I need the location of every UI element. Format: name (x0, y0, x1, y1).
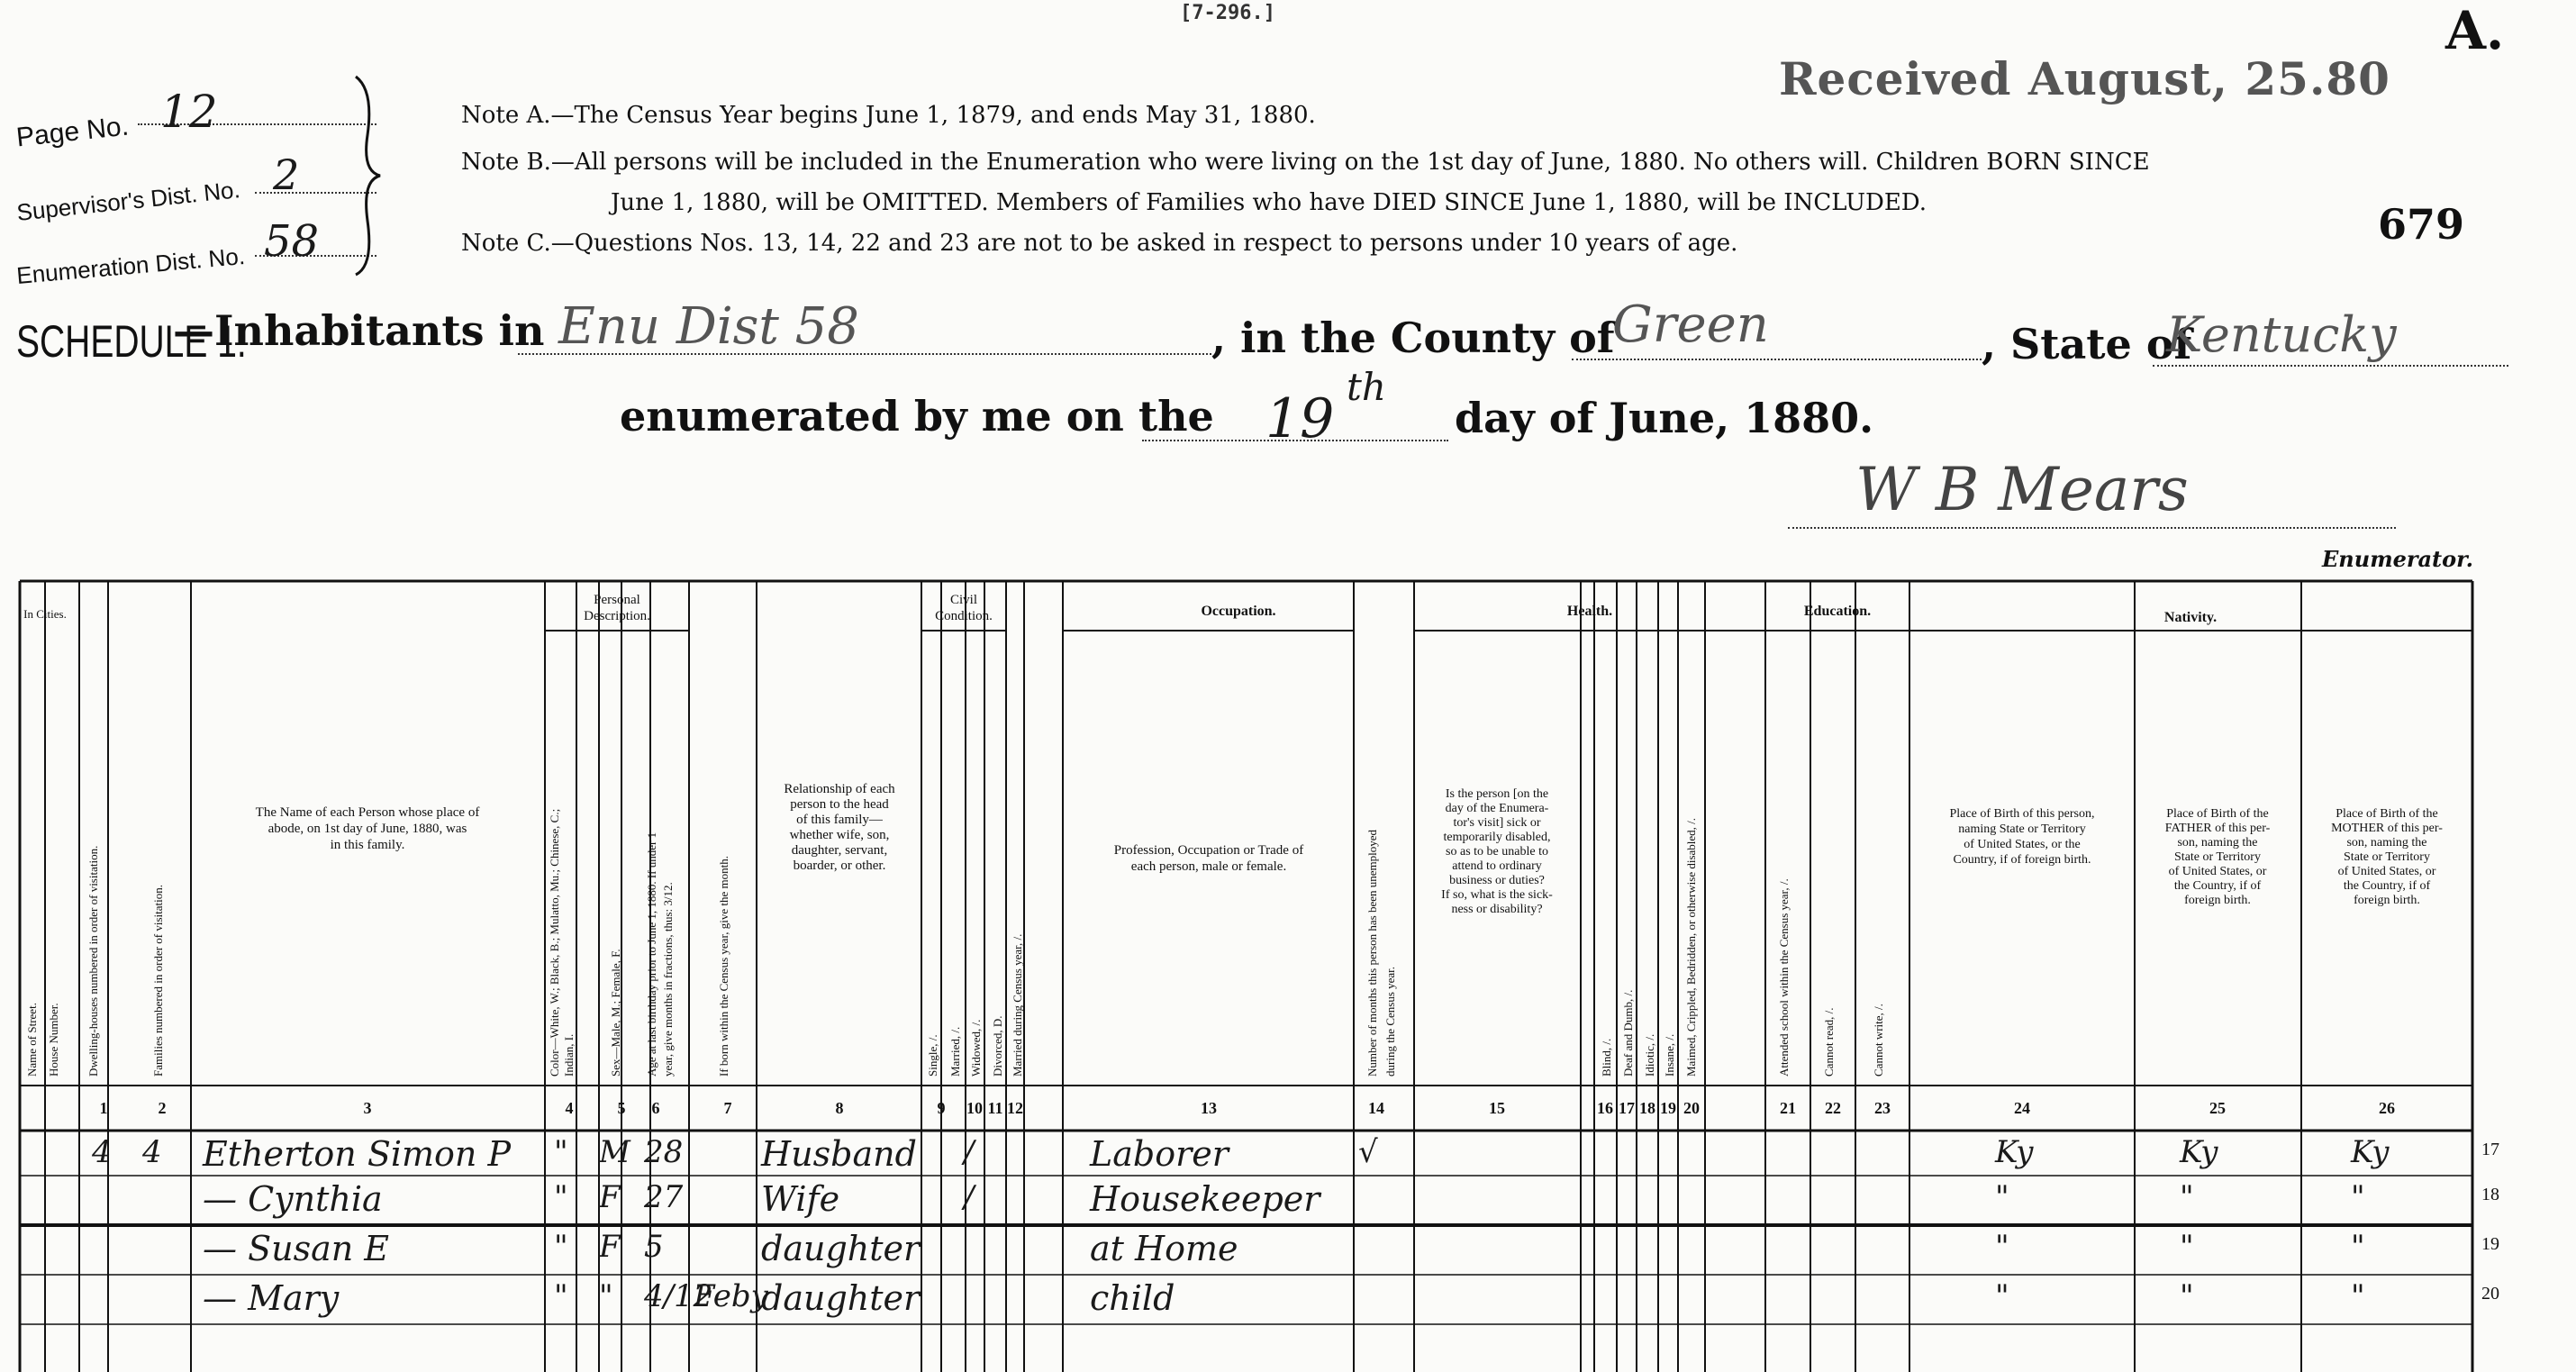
header-birth-father: FATHER of this per- (2164, 822, 2271, 835)
cell-sex: F (599, 1229, 621, 1265)
column-number: 15 (1489, 1099, 1505, 1117)
cell-mother: Ky (2351, 1134, 2390, 1170)
column-number: 20 (1683, 1099, 1700, 1117)
column-number: 23 (1874, 1099, 1891, 1117)
header-birth-mother: State or Territory (2344, 850, 2430, 864)
header-cannot-write: Cannot write, /. (1872, 1004, 1885, 1077)
header-sick: If so, what is the sick- (1441, 888, 1553, 902)
header-maimed: Maimed, Crippled, Bedridden, or otherwise disabled, /. (1684, 817, 1698, 1077)
cell-color: " (554, 1134, 568, 1170)
header-age: year, give months in fractions, thus: 3/12. (661, 882, 675, 1077)
table-row (0, 1277, 2576, 1326)
group-education: Education. (1803, 604, 1872, 619)
header-insane: Insane, /. (1663, 1033, 1676, 1077)
column-number: 17 (1619, 1099, 1635, 1117)
form-number: [7-296.] (1180, 2, 1275, 24)
column-number: 11 (987, 1099, 1003, 1117)
note-c: Note C.—Questions Nos. 13, 14, 22 and 23 are not to be asked in respect to persons under 10 years of age. (461, 230, 1738, 257)
header-sick: temporarily disabled, (1443, 831, 1551, 844)
header-relationship: boarder, or other. (793, 859, 886, 873)
cell-father: " (2180, 1278, 2194, 1314)
group-civil: Condition. (935, 609, 993, 623)
table-row (0, 1132, 2576, 1177)
date-tail: day of June, 1880. (1455, 394, 1874, 442)
cell-dwelling: 4 (92, 1134, 112, 1170)
enumerator-signature: W B Mears (1855, 455, 2189, 524)
enumerated-label: enumerated by me on the (620, 392, 1214, 441)
header-divorced: Divorced, D. (991, 1015, 1004, 1077)
day-value: 19 (1265, 387, 1335, 450)
note-b-line2: June 1, 1880, will be OMITTED. Members of Families who have DIED SINCE June 1, 1880, will be INCLUDED. (611, 189, 1927, 216)
header-name: The Name of each Person whose place of (255, 805, 480, 820)
note-b-line1: Note B.—All persons will be included in the Enumeration who were living on the 1st day of June, 1880. No others will. Children BORN SINCE (461, 149, 2150, 176)
header-blind: Blind, /. (1600, 1038, 1613, 1077)
column-number: 4 (565, 1099, 574, 1117)
cell-name: Etherton Simon P (203, 1134, 512, 1174)
column-number: 16 (1597, 1099, 1613, 1117)
header-color: Color—White, W.; Black, B.; Mulatto, Mu.; Chinese, C.; (548, 808, 561, 1077)
group-personal: Personal (594, 593, 640, 607)
header-months-unemployed: Number of months this person has been unemployed (1365, 829, 1379, 1077)
cell-mother: " (2351, 1179, 2365, 1215)
cell-sex: " (599, 1278, 613, 1314)
cell-sex: F (599, 1179, 621, 1215)
cell-birth: " (1995, 1278, 2009, 1314)
cell-father: Ky (2180, 1134, 2218, 1170)
cell-mother: " (2351, 1278, 2365, 1314)
cell-married: / (964, 1179, 975, 1215)
column-number: 3 (363, 1099, 372, 1117)
enumeration-dist-label: Enumeration Dist. No. (15, 241, 247, 290)
header-birth-mother: of United States, or (2337, 865, 2436, 878)
county-label: , in the County of (1211, 313, 1615, 362)
header-sex: Sex—Male, M.; Female, F. (609, 949, 622, 1077)
header-cannot-read: Cannot read, /. (1822, 1007, 1836, 1077)
header-attended-school: Attended school within the Census year, /. (1777, 878, 1791, 1077)
state-value: Kentucky (2166, 306, 2397, 363)
header-birth-mother: foreign birth. (2354, 894, 2420, 907)
cell-month: Feby (694, 1278, 768, 1314)
header-deaf: Deaf and Dumb, /. (1621, 989, 1635, 1077)
supervisor-dist-value: 2 (273, 150, 300, 199)
line-number: 20 (2481, 1284, 2499, 1304)
header-months-unemployed: during the Census year. (1383, 966, 1397, 1077)
header-birth-person: Country, if of foreign birth. (1953, 853, 2091, 867)
column-number: 18 (1639, 1099, 1655, 1117)
cell-age: 27 (644, 1179, 684, 1215)
cell-father: " (2180, 1179, 2194, 1215)
header-relationship: Relationship of each (784, 782, 895, 796)
cell-relation: Wife (761, 1179, 840, 1219)
header-name: in this family. (330, 838, 405, 852)
header-sick: Is the person [on the (1445, 787, 1549, 801)
cell-married: / (964, 1134, 975, 1170)
group-civil: Civil (949, 593, 978, 607)
header-birth-person: of United States, or the (1964, 838, 2081, 851)
header-dwelling: Dwelling-houses numbered in order of visitation. (86, 845, 100, 1077)
cell-occupation: Laborer (1090, 1134, 1229, 1174)
cell-mother: " (2351, 1229, 2365, 1265)
header-birth-mother: Place of Birth of the (2336, 807, 2438, 821)
table-row (0, 1227, 2576, 1277)
enumerator-label: Enumerator. (2322, 546, 2473, 572)
header-sick: day of the Enumera- (1445, 802, 1549, 815)
header-birth-father: the Country, if of (2173, 879, 2262, 893)
header-birth-mother: the Country, if of (2343, 879, 2431, 893)
cell-age: 28 (644, 1134, 684, 1170)
table-row (0, 1177, 2576, 1227)
cell-birth: " (1995, 1179, 2009, 1215)
inhabitants-label: —Inhabitants in (173, 306, 545, 355)
cell-relation: daughter (761, 1278, 921, 1318)
line-number: 17 (2481, 1140, 2499, 1159)
header-sick: business or duties? (1449, 874, 1545, 887)
state-label: , State of (1982, 320, 2192, 368)
header-age: Age at last birthday prior to June 1, 1880. If under 1 (645, 831, 658, 1077)
cell-occupation: Housekeeper (1090, 1179, 1320, 1219)
note-a: Note A.—The Census Year begins June 1, 1879, and ends May 31, 1880. (461, 102, 1316, 129)
cell-sex: M (599, 1134, 630, 1170)
county-value: Green (1612, 295, 1769, 354)
header-widowed: Widowed, /. (969, 1019, 983, 1077)
header-birth-mother: son, naming the (2346, 836, 2427, 850)
supervisor-dist-label: Supervisor's Dist. No. (15, 176, 241, 226)
group-occupation: Occupation. (1201, 604, 1276, 619)
page-no-label: Page No. (14, 111, 131, 153)
page-no-value: 12 (160, 86, 218, 138)
cell-color: " (554, 1179, 568, 1215)
header-sick: ness or disability? (1451, 903, 1543, 916)
header-birth-father: son, naming the (2177, 836, 2258, 850)
column-number: 12 (1007, 1099, 1023, 1117)
column-number: 22 (1825, 1099, 1841, 1117)
header-birth-father: foreign birth. (2184, 894, 2251, 907)
header-relationship: daughter, servant, (791, 843, 888, 858)
column-number: 6 (651, 1099, 660, 1117)
column-number: 21 (1780, 1099, 1796, 1117)
column-number: 2 (158, 1099, 167, 1117)
enumeration-dist-value: 58 (264, 216, 320, 267)
column-number: 14 (1368, 1099, 1384, 1117)
header-birth-mother: MOTHER of this per- (2331, 822, 2443, 835)
column-number: 9 (937, 1099, 946, 1117)
cell-occupation: child (1090, 1278, 1175, 1318)
column-number: 26 (2379, 1099, 2395, 1117)
line-number: 18 (2481, 1185, 2499, 1204)
cell-relation: Husband (761, 1134, 917, 1174)
header-birth-person: naming State or Territory (1958, 822, 2086, 836)
header-families: Families numbered in order of visitation. (151, 884, 165, 1077)
column-number: 13 (1201, 1099, 1217, 1117)
group-in-cities: In Cities. (23, 607, 67, 621)
cell-name: — Susan E (203, 1229, 390, 1268)
group-health: Health. (1566, 604, 1613, 619)
header-street: Name of Street. (25, 1003, 39, 1077)
header-relationship: whether wife, son, (789, 828, 890, 842)
column-number: 5 (617, 1099, 626, 1117)
cell-birth: " (1995, 1229, 2009, 1265)
column-number: 1 (99, 1099, 108, 1117)
cell-birth: Ky (1995, 1134, 2034, 1170)
received-stamp: Received August, 25.80 (1779, 52, 2390, 105)
header-married: Married, /. (948, 1026, 962, 1077)
column-number: 24 (2014, 1099, 2030, 1117)
cell-age: 4/12 (644, 1278, 713, 1314)
cell-name: — Cynthia (203, 1179, 383, 1219)
column-number: 19 (1660, 1099, 1676, 1117)
column-number: 8 (835, 1099, 844, 1117)
header-color: Indian, I. (562, 1033, 576, 1077)
header-single: Single, /. (926, 1034, 939, 1077)
cell-name: — Mary (203, 1278, 340, 1318)
header-sick: tor's visit] sick or (1453, 816, 1541, 830)
header-born-month: If born within the Census year, give the month. (717, 856, 730, 1077)
line-number: 19 (2481, 1234, 2499, 1254)
header-birth-father: Place of Birth of the (2166, 807, 2269, 821)
day-suffix: th (1347, 365, 1386, 409)
header-house: House Number. (47, 1003, 60, 1077)
header-sick: attend to ordinary (1452, 859, 1542, 873)
form-letter: A. (2445, 0, 2505, 61)
header-relationship: of this family— (796, 813, 883, 827)
header-sick: so as to be unable to (1446, 845, 1548, 859)
cell-color: " (554, 1229, 568, 1265)
column-number: 7 (723, 1099, 732, 1117)
stamp-number: 679 (2378, 200, 2465, 249)
column-number: 25 (2209, 1099, 2226, 1117)
header-married-year: Married during Census year, /. (1011, 933, 1024, 1077)
group-nativity: Nativity. (2163, 610, 2218, 625)
schedule-label: SCHEDULE 1. (16, 316, 247, 367)
header-relationship: person to the head (790, 797, 889, 812)
header-name: abode, on 1st day of June, 1880, was (268, 822, 467, 836)
cell-family: 4 (142, 1134, 162, 1170)
header-birth-person: Place of Birth of this person, (1949, 807, 2095, 821)
header-birth-father: of United States, or (2168, 865, 2267, 878)
inhabitants-value: Enu Dist 58 (558, 297, 859, 356)
cell-occupation: at Home (1090, 1229, 1238, 1268)
header-profession: Profession, Occupation or Trade of (1113, 843, 1304, 858)
group-personal: Description. (584, 609, 650, 623)
cell-age: 5 (644, 1229, 664, 1265)
cell-father: " (2180, 1229, 2194, 1265)
header-idiotic: Idiotic, /. (1643, 1033, 1656, 1077)
header-birth-father: State or Territory (2174, 850, 2261, 864)
column-number: 10 (966, 1099, 983, 1117)
cell-unemployed: √ (1358, 1134, 1378, 1170)
header-profession: each person, male or female. (1130, 859, 1287, 874)
cell-relation: daughter (761, 1229, 921, 1268)
cell-color: " (554, 1278, 568, 1314)
